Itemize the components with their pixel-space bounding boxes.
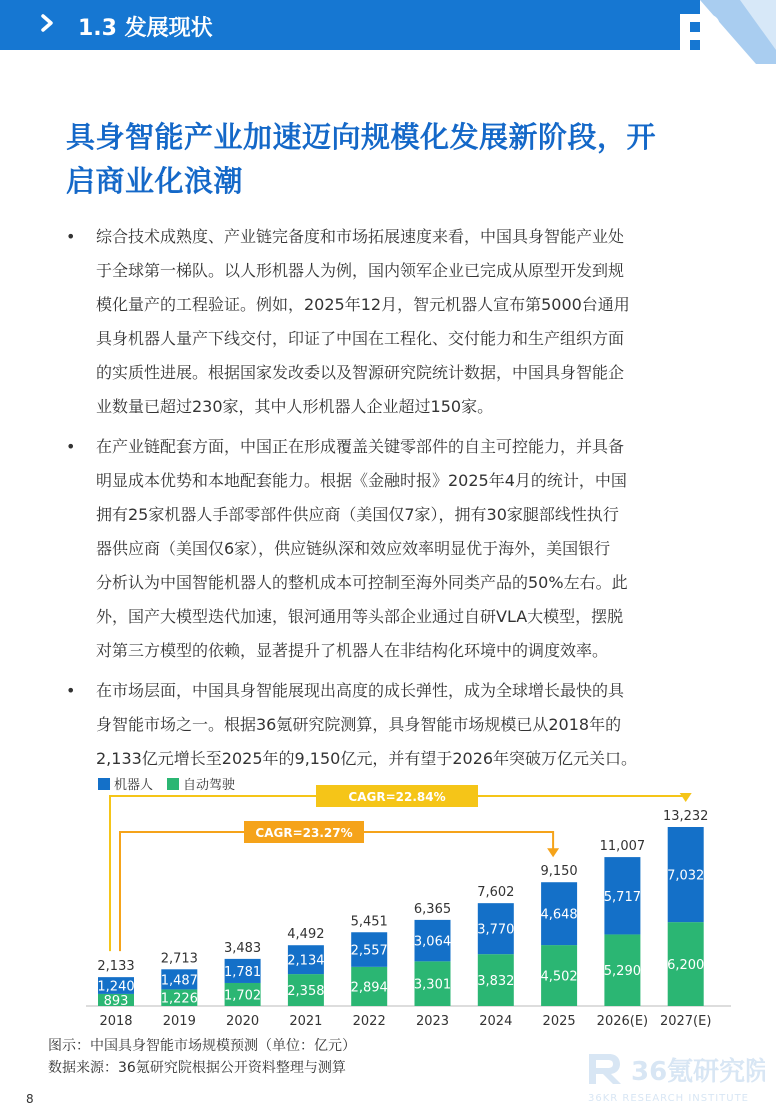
heading-line-2: 启商业化浪潮 [66,164,244,198]
section-title: 1.3 发展现状 [78,16,213,41]
data-label-robot: 3,770 [477,922,515,938]
data-label-robot: 3,064 [413,934,452,950]
data-label-autodrive: 6,200 [667,958,705,974]
bullet-line: 在产业链配套方面，中国正在形成覆盖关键零部件的自主可控能力，并具备 [96,437,625,456]
chart-caption [48,1035,356,1079]
cagr-line-outer [110,795,686,951]
header-bar [0,0,700,50]
data-label-autodrive: 4,502 [540,969,578,985]
legend-label: 自动驾驶 [183,778,236,793]
x-tick-label: 2019 [162,1014,196,1029]
total-label: 7,602 [477,885,515,901]
bullet-line: 对第三方模型的依赖，显著提升了机器人在非结构化环境中的调度效率。 [96,641,609,660]
x-tick-label: 2023 [415,1014,450,1029]
page-header [0,0,776,64]
total-label: 2,713 [160,951,198,967]
data-label-autodrive: 2,894 [350,980,388,996]
x-tick-label: 2027(E) [659,1014,712,1029]
cagr-label-outer: CAGR=22.84% [348,790,446,804]
page-number: 8 [26,1092,34,1106]
cagr-arrowhead [680,793,692,802]
total-label: 11,007 [599,839,646,855]
bullet-line: 于全球第一梯队。以人形机器人为例，国内领军企业已完成从原型开发到规 [96,261,625,280]
bullet-list [66,220,728,776]
bullet-line: 器供应商（美国仅6家），供应链纵深和效应效率明显优于海外，美国银行 [96,539,611,558]
watermark-cn: 36氪研究院 [631,1057,765,1087]
bullet-line: 在市场层面，中国具身智能展现出高度的成长弹性，成为全球增长最快的具 [96,681,625,700]
total-label: 4,492 [287,927,325,943]
bullet-line: 的实质性进展。根据国家发改委以及智源研究院统计数据，中国具身智能企 [96,363,625,382]
data-label-autodrive: 893 [103,993,129,1009]
bullet-dot: • [66,227,76,246]
bullet-dot: • [66,437,76,456]
data-label-robot: 5,717 [603,889,642,905]
data-label-autodrive: 2,358 [287,984,325,1000]
bullet-line: 外，国产大模型迭代加速，银河通用等头部企业通过自研VLA大模型，摆脱 [96,607,624,626]
legend-label: 机器人 [114,778,154,793]
data-label-autodrive: 3,301 [413,977,452,993]
bullet-line: 模化量产的工程验证。例如，2025年12月，智元机器人宣布第5000台通用 [96,295,630,314]
bullet-line: 拥有25家机器人手部零部件供应商（美国仅7家），拥有30家腿部线性执行 [96,505,619,524]
total-label: 5,451 [350,914,388,930]
bullet-item [66,674,728,776]
total-label: 13,232 [662,809,709,824]
bullet-line: 业数量已超过230家，其中人形机器人企业超过150家。 [96,397,494,416]
caption-title: 图示：中国具身智能市场规模预测（单位：亿元） [48,1038,356,1054]
caption-source: 数据来源：36氪研究院根据公开资料整理与测算 [48,1060,346,1076]
watermark-en: 36KR RESEARCH INSTITUTE [588,1093,750,1104]
data-label-autodrive: 5,290 [603,964,642,980]
bullet-line: 明显成本优势和本地配套能力。根据《金融时报》2025年4月的统计，中国 [96,471,627,490]
watermark-logo [585,1050,765,1105]
bullet-line: 具身机器人量产下线交付，印证了中国在工程化、交付能力和生产组织方面 [96,329,625,348]
x-tick-label: 2021 [289,1014,323,1029]
bullet-item [66,220,728,424]
bullet-line: 2,133亿元增长至2025年的9,150亿元，并有望于2026年突破万亿元关口。 [96,749,638,768]
cagr-arrowhead [547,848,559,857]
data-label-robot: 1,781 [223,964,262,980]
data-label-robot: 7,032 [667,868,705,884]
x-tick-label: 2026(E) [596,1014,649,1029]
x-tick-label: 2018 [99,1014,133,1029]
data-label-autodrive: 1,702 [223,988,262,1004]
heading-line-1: 具身智能产业加速迈向规模化发展新阶段，开 [66,120,657,154]
total-label: 2,133 [97,959,135,975]
data-label-robot: 4,648 [540,907,578,923]
watermark-icon [585,1050,765,1105]
bullet-line: 分析认为中国智能机器人的整机成本可控制至海外同类产品的50%左右。此 [96,573,628,592]
x-tick-label: 2020 [226,1014,260,1029]
bullet-line: 身智能市场之一。根据36氪研究院测算，具身智能市场规模已从2018年的 [96,715,622,734]
bullet-line: 综合技术成熟度、产业链完备度和市场拓展速度来看，中国具身智能产业处 [96,227,625,246]
total-label: 9,150 [540,864,578,880]
total-label: 3,483 [223,940,262,956]
page-heading [66,115,726,203]
total-label: 6,365 [413,901,452,917]
market-size-chart [66,772,746,1032]
chevron-right-icon [40,13,56,38]
data-label-robot: 2,557 [350,943,388,959]
chart-plot [66,772,746,1032]
x-tick-label: 2025 [542,1014,576,1029]
data-label-robot: 1,240 [97,979,135,995]
x-tick-label: 2024 [479,1014,513,1029]
data-label-autodrive: 3,832 [477,974,515,990]
x-tick-label: 2022 [352,1014,386,1029]
cagr-label-inner: CAGR=23.27% [255,826,353,840]
bullet-dot: • [66,681,76,700]
data-label-robot: 2,134 [287,953,325,969]
brand-logo-icon [660,0,776,64]
bullet-item [66,430,728,668]
data-label-robot: 1,487 [160,973,198,989]
data-label-autodrive: 1,226 [160,991,198,1007]
